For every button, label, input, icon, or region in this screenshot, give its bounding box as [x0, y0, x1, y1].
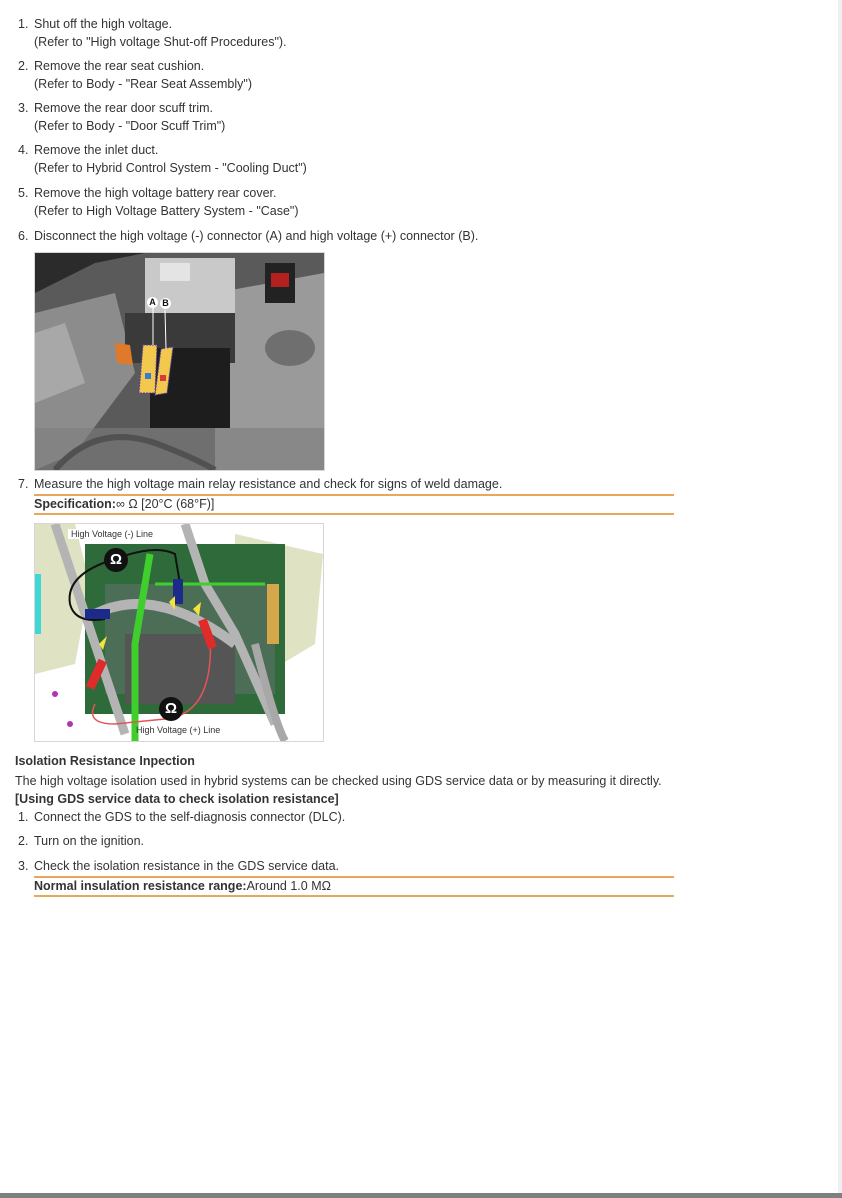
specification-box [34, 494, 674, 515]
step-number: 2. [18, 59, 29, 73]
step-reference: (Refer to Body - "Door Scuff Trim") [34, 119, 226, 133]
ohmmeter-icon-positive: Ω [159, 697, 183, 721]
step-number: 4. [18, 143, 29, 157]
negative-line-label: High Voltage (-) Line [68, 529, 156, 539]
section-heading: Isolation Resistance Inpection [15, 754, 195, 768]
step-number: 1. [18, 810, 29, 824]
specification-value: ∞ Ω [20°C (68°F)] [115, 497, 215, 511]
relay-resistance-diagram [34, 523, 324, 742]
step-text: Connect the GDS to the self-diagnosis connector (DLC). [34, 810, 346, 824]
connector-b-callout: B [160, 298, 171, 309]
page-edge [838, 0, 842, 1193]
step-number: 2. [18, 834, 29, 848]
page-bottom-border [0, 1193, 842, 1198]
section-intro: The high voltage isolation used in hybrid systems can be checked using GDS service data or by measuring it directly. [15, 774, 662, 788]
step-text: Remove the high voltage battery rear cover. [34, 186, 277, 200]
step-number: 3. [18, 859, 29, 873]
connector-photo-illustration [35, 253, 324, 470]
connector-a-callout: A [147, 297, 158, 308]
step-number: 7. [18, 477, 29, 491]
step-text: Remove the inlet duct. [34, 143, 159, 157]
step-reference: (Refer to Body - "Rear Seat Assembly") [34, 77, 252, 91]
step-number: 1. [18, 17, 29, 31]
ohmmeter-icon-negative: Ω [104, 548, 128, 572]
connector-photo [34, 252, 325, 471]
step-text: Turn on the ignition. [34, 834, 145, 848]
step-reference: (Refer to "High voltage Shut-off Procedures"). [34, 35, 287, 49]
specification-label: Specification: [34, 497, 116, 511]
step-text: Measure the high voltage main relay resistance and check for signs of weld damage. [34, 477, 503, 491]
step-number: 3. [18, 101, 29, 115]
step-number: 6. [18, 229, 29, 243]
insulation-spec-value: Around 1.0 MΩ [246, 879, 331, 893]
step-text: Remove the rear door scuff trim. [34, 101, 214, 115]
step-text: Remove the rear seat cushion. [34, 59, 205, 73]
insulation-spec-box [34, 876, 674, 897]
step-text: Shut off the high voltage. [34, 17, 173, 31]
step-text: Check the isolation resistance in the GDS service data. [34, 859, 340, 873]
insulation-spec-label: Normal insulation resistance range: [34, 879, 247, 893]
positive-line-label: High Voltage (+) Line [136, 725, 221, 735]
step-reference: (Refer to Hybrid Control System - "Cooling Duct") [34, 161, 307, 175]
step-text: Disconnect the high voltage (-) connector (A) and high voltage (+) connector (B). [34, 229, 479, 243]
step-reference: (Refer to High Voltage Battery System - "Case") [34, 204, 299, 218]
section-subheading: [Using GDS service data to check isolation resistance] [15, 792, 339, 806]
step-number: 5. [18, 186, 29, 200]
